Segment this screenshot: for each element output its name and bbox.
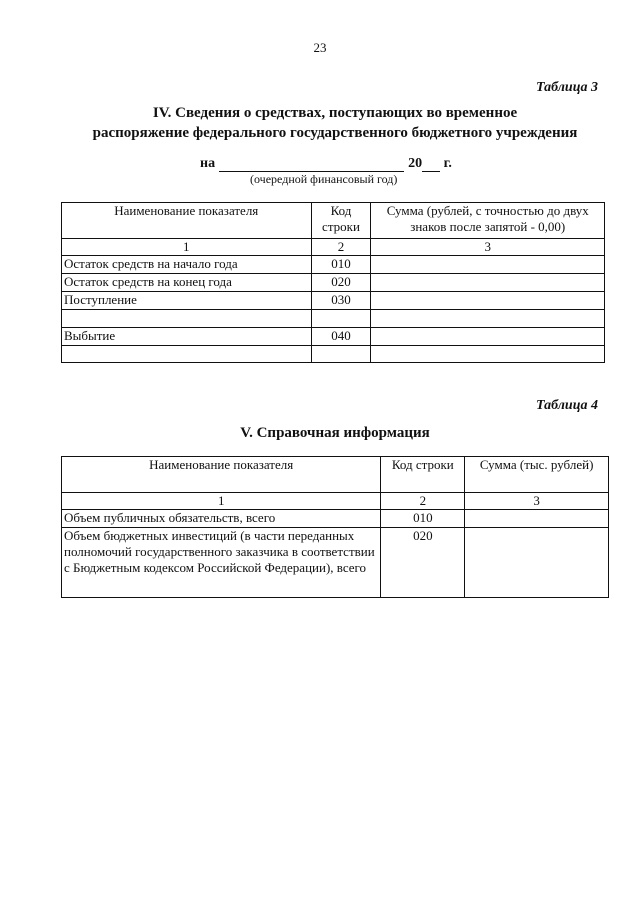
row-sum-cell[interactable]	[371, 256, 605, 274]
table4-header-code: Код строки	[381, 457, 465, 493]
row-sum-cell[interactable]	[371, 274, 605, 292]
table-row	[62, 256, 605, 274]
row-code: 010	[311, 256, 371, 274]
table4-title: V. Справочная информация	[240, 425, 430, 441]
row-name: Выбытие	[62, 328, 312, 346]
table-row	[62, 328, 605, 346]
row-sum-cell[interactable]	[371, 292, 605, 310]
date-year: 20	[408, 156, 423, 171]
table4-colnum-3: 3	[465, 493, 609, 510]
table4-header-sum: Сумма (тыс. рублей)	[465, 457, 609, 493]
table-row	[62, 528, 609, 598]
year-blank-field[interactable]	[422, 157, 440, 172]
table3-colnum-2: 2	[311, 239, 371, 256]
table3-header-name: Наименование показателя	[62, 203, 312, 239]
table4	[61, 456, 609, 598]
row-code: 020	[381, 528, 465, 598]
table3-title-line1: IV. Сведения о средствах, поступающих во временное	[152, 105, 518, 121]
table-row	[62, 510, 609, 528]
table3	[61, 202, 605, 363]
row-code: 030	[311, 292, 371, 310]
table3-title-line2: распоряжение федерального государственного бюджетного учреждения	[92, 125, 578, 141]
table4-colnum-1: 1	[62, 493, 381, 510]
table-row	[62, 310, 605, 328]
row-sum-cell[interactable]	[371, 310, 605, 328]
table-row	[62, 274, 605, 292]
date-prefix: на	[200, 156, 216, 171]
table3-colnum-1: 1	[62, 239, 312, 256]
row-sum-cell[interactable]	[465, 510, 609, 528]
row-sum-cell[interactable]	[371, 328, 605, 346]
table-row	[62, 346, 605, 363]
row-name: Остаток средств на начало года	[62, 256, 312, 274]
row-code: 010	[381, 510, 465, 528]
date-line	[200, 156, 452, 172]
table3-header-code: Код строки	[311, 203, 371, 239]
table3-header-sum: Сумма (рублей, с точностью до двух знаков после запятой - 0,00)	[371, 203, 605, 239]
table3-label: Таблица 3	[536, 80, 598, 95]
page-number: 23	[313, 40, 327, 55]
date-suffix: г.	[443, 156, 452, 171]
row-name: Поступление	[62, 292, 312, 310]
row-name	[62, 346, 312, 363]
row-sum-cell[interactable]	[371, 346, 605, 363]
table-row	[62, 292, 605, 310]
row-name: Объем бюджетных инвестиций (в части переданных полномочий государственного заказчика в соответствии с Бюджетным кодексом Российской Федерации), всего	[62, 528, 381, 598]
row-code	[311, 310, 371, 328]
row-name: Остаток средств на конец года	[62, 274, 312, 292]
table4-label: Таблица 4	[536, 398, 598, 413]
row-sum-cell[interactable]	[465, 528, 609, 598]
row-code	[311, 346, 371, 363]
date-caption: (очередной финансовый год)	[250, 172, 398, 186]
row-name	[62, 310, 312, 328]
row-code: 040	[311, 328, 371, 346]
table4-header-name: Наименование показателя	[62, 457, 381, 493]
table3-title	[40, 103, 630, 143]
row-code: 020	[311, 274, 371, 292]
table3-colnum-3: 3	[371, 239, 605, 256]
table4-colnum-2: 2	[381, 493, 465, 510]
row-name: Объем публичных обязательств, всего	[62, 510, 381, 528]
date-blank-field[interactable]	[219, 157, 404, 172]
